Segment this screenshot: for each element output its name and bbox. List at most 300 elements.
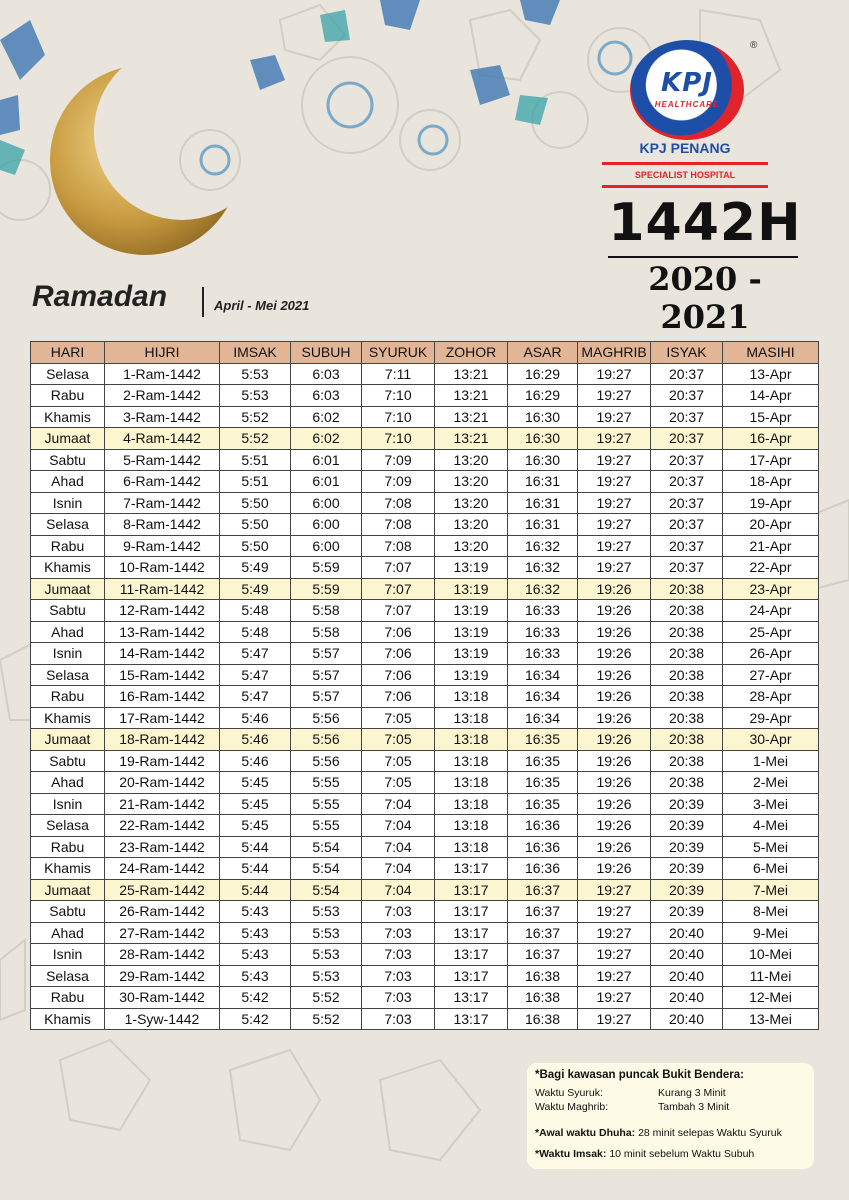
- note-imsak: [535, 1148, 815, 1160]
- table-cell: 20:38: [651, 643, 723, 665]
- table-cell: 20:38: [651, 750, 723, 772]
- table-cell: Khamis: [31, 858, 105, 880]
- table-row: [31, 578, 819, 600]
- table-cell: 5:52: [220, 428, 291, 450]
- table-cell: 30-Apr: [723, 729, 819, 751]
- note-imsak-label: *Waktu Imsak:: [535, 1148, 607, 1160]
- table-cell: 17-Apr: [723, 449, 819, 471]
- table-cell: 19:27: [578, 944, 651, 966]
- table-cell: Jumaat: [31, 879, 105, 901]
- table-cell: 12-Mei: [723, 987, 819, 1009]
- table-cell: 20:38: [651, 772, 723, 794]
- table-cell: 13-Apr: [723, 363, 819, 385]
- table-cell: 20:37: [651, 428, 723, 450]
- table-cell: 5:47: [220, 664, 291, 686]
- table-row: [31, 901, 819, 923]
- table-cell: 13:21: [435, 385, 508, 407]
- table-cell: 4-Mei: [723, 815, 819, 837]
- table-cell: 5:52: [220, 406, 291, 428]
- table-cell: 19:27: [578, 1008, 651, 1030]
- table-cell: Selasa: [31, 514, 105, 536]
- table-cell: 5:51: [220, 471, 291, 493]
- table-cell: 13:17: [435, 901, 508, 923]
- note-maghrib-value: Tambah 3 Minit: [658, 1101, 730, 1113]
- table-cell: 19:26: [578, 793, 651, 815]
- table-cell: 16:38: [508, 987, 578, 1009]
- table-cell: 6:01: [291, 471, 362, 493]
- table-cell: 6:02: [291, 406, 362, 428]
- table-cell: 13:20: [435, 514, 508, 536]
- table-row: [31, 707, 819, 729]
- table-cell: 16:30: [508, 406, 578, 428]
- table-cell: 7:03: [362, 922, 435, 944]
- table-cell: 16:33: [508, 621, 578, 643]
- table-cell: 20:38: [651, 686, 723, 708]
- table-cell: Jumaat: [31, 428, 105, 450]
- table-cell: 19:27: [578, 385, 651, 407]
- table-cell: 13:18: [435, 686, 508, 708]
- table-cell: Selasa: [31, 664, 105, 686]
- table-cell: 5:43: [220, 944, 291, 966]
- table-cell: 7:04: [362, 858, 435, 880]
- table-cell: 10-Ram-1442: [105, 557, 220, 579]
- table-cell: 6:03: [291, 363, 362, 385]
- table-row: [31, 793, 819, 815]
- table-cell: 16:32: [508, 557, 578, 579]
- table-cell: 20:39: [651, 879, 723, 901]
- table-cell: 13:18: [435, 707, 508, 729]
- table-cell: 7:08: [362, 535, 435, 557]
- table-cell: Isnin: [31, 944, 105, 966]
- table-cell: 27-Apr: [723, 664, 819, 686]
- table-cell: 7:05: [362, 729, 435, 751]
- table-row: [31, 471, 819, 493]
- table-cell: 16:31: [508, 471, 578, 493]
- table-cell: 6:01: [291, 449, 362, 471]
- year-divider: [608, 256, 798, 258]
- table-cell: 5:53: [291, 901, 362, 923]
- note-imsak-text: 10 minit sebelum Waktu Subuh: [609, 1148, 755, 1160]
- table-cell: 25-Ram-1442: [105, 879, 220, 901]
- table-cell: 7:03: [362, 1008, 435, 1030]
- table-cell: 5:53: [291, 965, 362, 987]
- table-row: [31, 750, 819, 772]
- table-cell: 19:27: [578, 406, 651, 428]
- hijri-year: 1442H: [608, 193, 802, 253]
- logo-divider: [602, 185, 768, 188]
- table-cell: 13:17: [435, 944, 508, 966]
- table-cell: 20:40: [651, 965, 723, 987]
- table-cell: 25-Apr: [723, 621, 819, 643]
- table-cell: 19:27: [578, 901, 651, 923]
- table-cell: 20:37: [651, 535, 723, 557]
- table-cell: 5:45: [220, 793, 291, 815]
- table-cell: 13:19: [435, 600, 508, 622]
- table-cell: 7:04: [362, 815, 435, 837]
- table-cell: 5:52: [291, 1008, 362, 1030]
- table-cell: 5:56: [291, 729, 362, 751]
- gregorian-years: 2020 - 2021: [648, 260, 762, 336]
- table-cell: 16:37: [508, 879, 578, 901]
- table-cell: 20:37: [651, 363, 723, 385]
- table-cell: 13-Ram-1442: [105, 621, 220, 643]
- table-cell: 9-Mei: [723, 922, 819, 944]
- table-cell: 30-Ram-1442: [105, 987, 220, 1009]
- table-cell: 7:06: [362, 643, 435, 665]
- table-cell: 20:37: [651, 492, 723, 514]
- table-cell: 5:42: [220, 987, 291, 1009]
- table-cell: 16-Ram-1442: [105, 686, 220, 708]
- table-cell: 19:27: [578, 449, 651, 471]
- table-cell: 19:26: [578, 772, 651, 794]
- logo-divider: [602, 162, 768, 165]
- table-cell: Isnin: [31, 643, 105, 665]
- table-cell: Jumaat: [31, 578, 105, 600]
- logo-tagline: HEALTHCARE: [654, 100, 720, 109]
- table-cell: 14-Ram-1442: [105, 643, 220, 665]
- table-cell: Ahad: [31, 471, 105, 493]
- table-cell: Isnin: [31, 793, 105, 815]
- table-cell: 6:03: [291, 385, 362, 407]
- table-cell: 24-Apr: [723, 600, 819, 622]
- table-cell: 19:26: [578, 750, 651, 772]
- table-cell: 5-Ram-1442: [105, 449, 220, 471]
- table-cell: 13:17: [435, 1008, 508, 1030]
- table-cell: 5:54: [291, 836, 362, 858]
- column-header-syuruk: SYURUK: [362, 342, 435, 364]
- table-cell: 7:06: [362, 686, 435, 708]
- table-cell: 13:18: [435, 750, 508, 772]
- table-cell: 16:35: [508, 772, 578, 794]
- table-row: [31, 815, 819, 837]
- column-header-hari: HARI: [31, 342, 105, 364]
- table-cell: 17-Ram-1442: [105, 707, 220, 729]
- table-cell: 8-Ram-1442: [105, 514, 220, 536]
- table-cell: 2-Mei: [723, 772, 819, 794]
- table-row: [31, 772, 819, 794]
- table-cell: 16:34: [508, 707, 578, 729]
- table-cell: 5:56: [291, 707, 362, 729]
- table-cell: 13-Mei: [723, 1008, 819, 1030]
- table-cell: 11-Ram-1442: [105, 578, 220, 600]
- table-cell: 16:36: [508, 815, 578, 837]
- table-cell: 13:19: [435, 643, 508, 665]
- table-cell: Rabu: [31, 836, 105, 858]
- table-row: [31, 664, 819, 686]
- table-cell: 20:39: [651, 901, 723, 923]
- table-cell: 5:59: [291, 578, 362, 600]
- table-cell: 6-Mei: [723, 858, 819, 880]
- table-cell: 5:47: [220, 643, 291, 665]
- table-row: [31, 557, 819, 579]
- table-cell: 5:55: [291, 815, 362, 837]
- table-cell: 7:11: [362, 363, 435, 385]
- table-cell: 7:04: [362, 793, 435, 815]
- table-cell: 13:20: [435, 492, 508, 514]
- table-cell: 7:03: [362, 901, 435, 923]
- note-maghrib-label: Waktu Maghrib:: [535, 1101, 609, 1113]
- table-cell: 5:44: [220, 836, 291, 858]
- table-cell: Ahad: [31, 621, 105, 643]
- table-cell: 1-Ram-1442: [105, 363, 220, 385]
- table-cell: 6:00: [291, 514, 362, 536]
- table-cell: 20:37: [651, 471, 723, 493]
- table-cell: 16:38: [508, 1008, 578, 1030]
- table-cell: 5:46: [220, 750, 291, 772]
- table-cell: 5:52: [291, 987, 362, 1009]
- table-cell: 16:29: [508, 363, 578, 385]
- table-cell: 19-Apr: [723, 492, 819, 514]
- table-cell: 26-Apr: [723, 643, 819, 665]
- table-cell: 13:20: [435, 449, 508, 471]
- table-cell: 24-Ram-1442: [105, 858, 220, 880]
- table-cell: 19:26: [578, 664, 651, 686]
- table-cell: 5:53: [220, 363, 291, 385]
- table-cell: 7:06: [362, 664, 435, 686]
- table-cell: 19:27: [578, 922, 651, 944]
- table-cell: 18-Ram-1442: [105, 729, 220, 751]
- table-cell: Jumaat: [31, 729, 105, 751]
- table-cell: 16:37: [508, 944, 578, 966]
- table-cell: 28-Apr: [723, 686, 819, 708]
- table-cell: 19:27: [578, 557, 651, 579]
- table-cell: 19:27: [578, 987, 651, 1009]
- table-cell: 19:27: [578, 965, 651, 987]
- table-cell: 23-Ram-1442: [105, 836, 220, 858]
- registered-mark: ®: [750, 40, 758, 51]
- table-cell: Sabtu: [31, 750, 105, 772]
- table-cell: 5:43: [220, 901, 291, 923]
- table-cell: 14-Apr: [723, 385, 819, 407]
- table-row: [31, 449, 819, 471]
- column-header-zohor: ZOHOR: [435, 342, 508, 364]
- table-cell: 11-Mei: [723, 965, 819, 987]
- table-cell: 7:06: [362, 621, 435, 643]
- column-header-isyak: ISYAK: [651, 342, 723, 364]
- table-cell: 20:38: [651, 600, 723, 622]
- table-cell: 13:17: [435, 965, 508, 987]
- table-cell: Selasa: [31, 815, 105, 837]
- table-cell: 16:32: [508, 578, 578, 600]
- table-cell: 16:35: [508, 729, 578, 751]
- table-cell: 4-Ram-1442: [105, 428, 220, 450]
- table-cell: 26-Ram-1442: [105, 901, 220, 923]
- table-cell: 20:40: [651, 987, 723, 1009]
- table-cell: 20:39: [651, 815, 723, 837]
- table-cell: 19:27: [578, 363, 651, 385]
- column-header-asar: ASAR: [508, 342, 578, 364]
- page-subtitle: April - Mei 2021: [214, 298, 310, 313]
- table-cell: 19:26: [578, 578, 651, 600]
- table-cell: 16:29: [508, 385, 578, 407]
- table-cell: 7:07: [362, 578, 435, 600]
- table-cell: 16:30: [508, 428, 578, 450]
- table-cell: 16:33: [508, 600, 578, 622]
- table-cell: 7:05: [362, 707, 435, 729]
- column-header-subuh: SUBUH: [291, 342, 362, 364]
- table-cell: 7:10: [362, 385, 435, 407]
- table-cell: 5:57: [291, 686, 362, 708]
- table-cell: 7:05: [362, 750, 435, 772]
- column-header-maghrib: MAGHRIB: [578, 342, 651, 364]
- table-cell: 13:18: [435, 729, 508, 751]
- table-cell: Khamis: [31, 557, 105, 579]
- table-cell: Sabtu: [31, 901, 105, 923]
- note-heading: *Bagi kawasan puncak Bukit Bendera:: [535, 1069, 744, 1081]
- table-cell: 5:54: [291, 879, 362, 901]
- table-cell: 18-Apr: [723, 471, 819, 493]
- table-row: [31, 643, 819, 665]
- table-cell: 13:19: [435, 557, 508, 579]
- table-cell: 23-Apr: [723, 578, 819, 600]
- prayer-schedule-table: [30, 341, 819, 1030]
- note-dhuha-text: 28 minit selepas Waktu Syuruk: [638, 1127, 782, 1139]
- table-cell: 13:17: [435, 858, 508, 880]
- table-cell: 19:27: [578, 514, 651, 536]
- hospital-name: KPJ PENANG: [639, 140, 731, 156]
- note-syuruk-label: Waktu Syuruk:: [535, 1087, 603, 1099]
- table-cell: 7:03: [362, 987, 435, 1009]
- table-cell: 21-Apr: [723, 535, 819, 557]
- table-cell: 7:03: [362, 965, 435, 987]
- table-cell: 5:58: [291, 621, 362, 643]
- table-cell: 7:09: [362, 449, 435, 471]
- table-cell: Selasa: [31, 363, 105, 385]
- table-cell: 5:58: [291, 600, 362, 622]
- table-cell: 20:40: [651, 1008, 723, 1030]
- table-cell: 5-Mei: [723, 836, 819, 858]
- table-cell: 5:56: [291, 750, 362, 772]
- table-row: [31, 965, 819, 987]
- notes-box: [527, 1063, 814, 1169]
- table-cell: 5:49: [220, 557, 291, 579]
- table-cell: 20:37: [651, 406, 723, 428]
- table-cell: 7:10: [362, 406, 435, 428]
- table-cell: 19:26: [578, 836, 651, 858]
- table-cell: 16:32: [508, 535, 578, 557]
- table-cell: 3-Mei: [723, 793, 819, 815]
- table-cell: 22-Apr: [723, 557, 819, 579]
- table-cell: 7:07: [362, 600, 435, 622]
- hospital-subtitle: SPECIALIST HOSPITAL: [634, 170, 736, 180]
- table-row: [31, 514, 819, 536]
- table-cell: 5:49: [220, 578, 291, 600]
- table-cell: 12-Ram-1442: [105, 600, 220, 622]
- table-cell: 13:19: [435, 578, 508, 600]
- table-cell: 20:40: [651, 944, 723, 966]
- table-cell: 6:02: [291, 428, 362, 450]
- table-row: [31, 363, 819, 385]
- table-cell: Khamis: [31, 1008, 105, 1030]
- table-cell: 6:00: [291, 535, 362, 557]
- table-cell: 13:17: [435, 879, 508, 901]
- note-dhuha: [535, 1127, 815, 1139]
- table-row: [31, 492, 819, 514]
- table-row: [31, 1008, 819, 1030]
- table-cell: 13:17: [435, 922, 508, 944]
- table-cell: 5:55: [291, 793, 362, 815]
- table-cell: 6-Ram-1442: [105, 471, 220, 493]
- table-cell: 16:31: [508, 514, 578, 536]
- table-cell: 13:18: [435, 793, 508, 815]
- column-header-masihi: MASIHI: [723, 342, 819, 364]
- table-cell: 19:27: [578, 492, 651, 514]
- table-cell: 20-Apr: [723, 514, 819, 536]
- table-cell: 16:35: [508, 750, 578, 772]
- table-cell: 19-Ram-1442: [105, 750, 220, 772]
- title-separator: [202, 287, 204, 317]
- table-cell: 5:46: [220, 707, 291, 729]
- table-cell: 5:54: [291, 858, 362, 880]
- table-cell: 5:53: [220, 385, 291, 407]
- table-row: [31, 621, 819, 643]
- table-cell: 7:03: [362, 944, 435, 966]
- table-cell: 20:37: [651, 514, 723, 536]
- table-cell: 5:55: [291, 772, 362, 794]
- table-cell: 5:50: [220, 514, 291, 536]
- table-cell: 5:44: [220, 858, 291, 880]
- table-cell: 20:38: [651, 729, 723, 751]
- table-cell: 5:48: [220, 621, 291, 643]
- table-cell: Ahad: [31, 772, 105, 794]
- table-cell: 20:37: [651, 557, 723, 579]
- logo-brand: KPJ: [661, 68, 713, 98]
- table-row: [31, 944, 819, 966]
- table-cell: 1-Syw-1442: [105, 1008, 220, 1030]
- table-cell: Ahad: [31, 922, 105, 944]
- table-cell: 13:21: [435, 363, 508, 385]
- table-cell: 20:40: [651, 922, 723, 944]
- table-cell: 7:04: [362, 836, 435, 858]
- table-cell: 19:26: [578, 707, 651, 729]
- table-cell: 28-Ram-1442: [105, 944, 220, 966]
- table-cell: Khamis: [31, 707, 105, 729]
- table-cell: 9-Ram-1442: [105, 535, 220, 557]
- table-cell: 5:50: [220, 535, 291, 557]
- table-cell: 19:26: [578, 815, 651, 837]
- table-row: [31, 385, 819, 407]
- table-cell: 29-Ram-1442: [105, 965, 220, 987]
- column-header-hijri: HIJRI: [105, 342, 220, 364]
- table-cell: 19:27: [578, 535, 651, 557]
- table-cell: 13:19: [435, 664, 508, 686]
- table-cell: 20:37: [651, 449, 723, 471]
- table-cell: 19:26: [578, 729, 651, 751]
- table-cell: 16:38: [508, 965, 578, 987]
- table-cell: 27-Ram-1442: [105, 922, 220, 944]
- table-cell: 19:26: [578, 600, 651, 622]
- crescent-moon-icon: [40, 50, 255, 265]
- table-cell: 13:20: [435, 471, 508, 493]
- table-row: [31, 600, 819, 622]
- table-cell: 5:57: [291, 664, 362, 686]
- table-cell: 5:51: [220, 449, 291, 471]
- table-cell: 20:39: [651, 836, 723, 858]
- kpj-logo: [600, 40, 770, 190]
- table-cell: 20:38: [651, 664, 723, 686]
- table-cell: 8-Mei: [723, 901, 819, 923]
- table-cell: 2-Ram-1442: [105, 385, 220, 407]
- table-cell: 22-Ram-1442: [105, 815, 220, 837]
- table-cell: 19:27: [578, 471, 651, 493]
- table-cell: Sabtu: [31, 449, 105, 471]
- table-cell: 19:26: [578, 643, 651, 665]
- table-row: [31, 535, 819, 557]
- table-cell: Khamis: [31, 406, 105, 428]
- table-cell: 1-Mei: [723, 750, 819, 772]
- table-cell: 7:08: [362, 514, 435, 536]
- table-cell: 5:44: [220, 879, 291, 901]
